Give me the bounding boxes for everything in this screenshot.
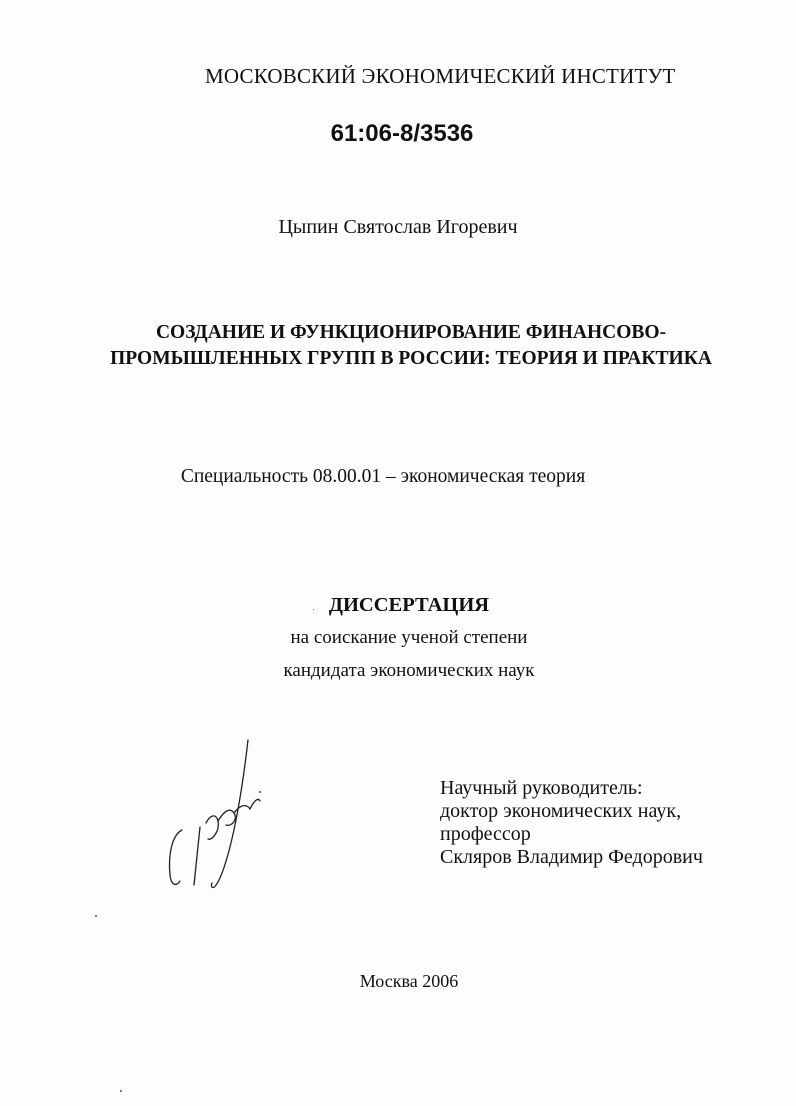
supervisor-block bbox=[440, 777, 703, 869]
library-shelfmark: 61:06-8/3536 bbox=[330, 120, 474, 147]
supervisor-degree: доктор экономических наук, bbox=[440, 800, 682, 822]
supervisor-name: Скляров Владимир Федорович bbox=[440, 846, 703, 868]
dissertation-title bbox=[0, 320, 796, 372]
signature-icon bbox=[160, 735, 270, 890]
institute-name: МОСКОВСКИЙ ЭКОНОМИЧЕСКИЙ ИНСТИТУТ bbox=[205, 64, 676, 88]
title-line-2: ПРОМЫШЛЕННЫХ ГРУПП В РОССИИ: ТЕОРИЯ И ПРАКТИКА bbox=[110, 348, 712, 369]
title-line-1: СОЗДАНИЕ И ФУНКЦИОНИРОВАНИЕ ФИНАНСОВО- bbox=[155, 322, 667, 343]
supervisor-label: Научный руководитель: bbox=[440, 777, 643, 799]
scan-speck bbox=[95, 915, 97, 917]
dissertation-type: ДИССЕРТАЦИЯ bbox=[328, 594, 490, 616]
supervisor-rank: профессор bbox=[440, 823, 531, 845]
scan-speck bbox=[120, 1090, 122, 1092]
speciality-line: Специальность 08.00.01 – экономическая теория bbox=[180, 466, 586, 487]
scan-speck bbox=[313, 609, 314, 610]
city-year: Москва 2006 bbox=[359, 971, 459, 991]
degree-purpose-line: на соискание ученой степени bbox=[290, 627, 528, 648]
degree-name-line: кандидата экономических наук bbox=[283, 660, 535, 681]
author-name: Цыпин Святослав Игоревич bbox=[278, 216, 518, 238]
